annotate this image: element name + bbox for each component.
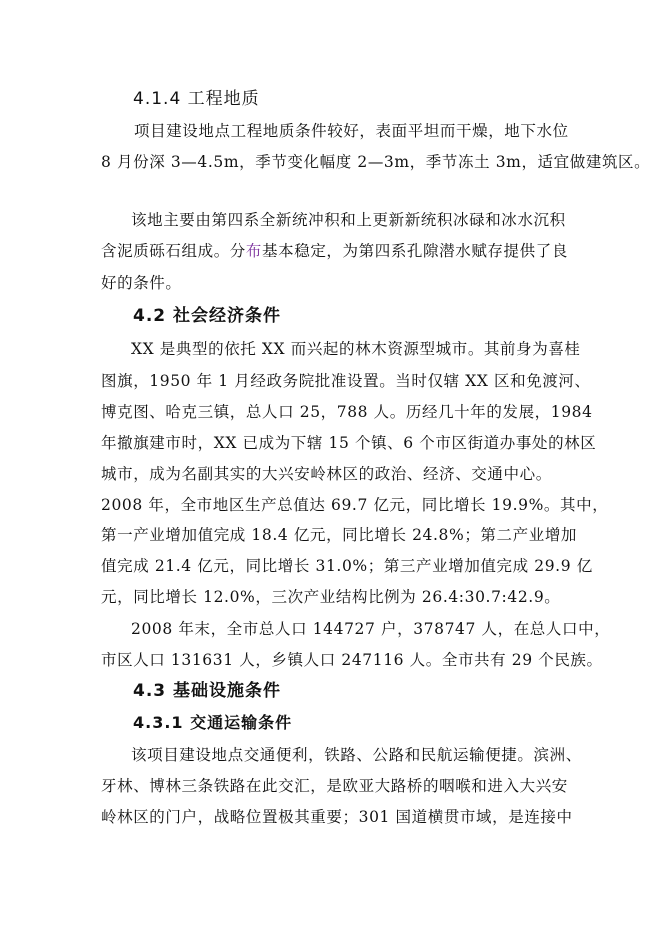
section-heading-4-3-1: 4.3.1 交通运输条件 [133, 713, 293, 732]
paragraph-line: 8 月份深 3—4.5m，季节变化幅度 2—3m，季节冻土 3m，适宜做建筑区。 [101, 153, 651, 171]
paragraph-line: 年撤旗建市时，XX 已成为下辖 15 个镇、6 个市区街道办事处的林区 [101, 434, 597, 452]
paragraph-line: 该项目建设地点交通便利，铁路、公路和民航运输便捷。滨洲、 [131, 746, 582, 764]
paragraph-line [101, 240, 568, 262]
paragraph-line: 值完成 21.4 亿元，同比增长 31.0%；第三产业增加值完成 29.9 亿 [101, 557, 593, 575]
paragraph-line: 2008 年末，全市总人口 144727 户，378747 人，在总人口中， [131, 620, 611, 638]
paragraph-line: 图旗，1950 年 1 月经政务院批准设置。当时仅辖 XX 区和免渡河、 [101, 372, 591, 390]
paragraph-line: 城市，成为名副其实的大兴安岭林区的政治、经济、交通中心。 [101, 465, 552, 483]
section-heading-4-1-4: 4.1.4 工程地质 [133, 89, 260, 109]
paragraph-line: 好的条件。 [101, 274, 182, 292]
paragraph-line: 牙林、博林三条铁路在此交汇，是欧亚大路桥的咽喉和进入大兴安 [101, 777, 568, 795]
paragraph-line: 第一产业增加值完成 18.4 亿元，同比增长 24.8%；第二产业增加 [101, 526, 578, 544]
paragraph-line: 项目建设地点工程地质条件较好，表面平坦而干燥，地下水位 [134, 122, 569, 140]
paragraph-line: XX 是典型的依托 XX 而兴起的林木资源型城市。其前身为喜桂 [131, 340, 581, 358]
highlighted-char: 布 [245, 242, 263, 260]
paragraph-text: 含泥质砾石组成。分 [101, 242, 246, 260]
paragraph-line: 博克图、哈克三镇，总人口 25，788 人。历经几十年的发展，1984 [101, 403, 593, 421]
paragraph-line: 市区人口 131631 人，乡镇人口 247116 人。全市共有 29 个民族。 [101, 651, 603, 669]
paragraph-line: 该地主要由第四系全新统冲积和上更新新统积冰碌和冰水沉积 [131, 211, 566, 229]
paragraph-line: 岭林区的门户，战略位置极其重要；301 国道横贯市域，是连接中 [101, 808, 573, 826]
paragraph-line: 2008 年，全市地区生产总值达 69.7 亿元，同比增长 19.9%。其中， [101, 496, 609, 514]
section-heading-4-2: 4.2 社会经济条件 [133, 306, 282, 326]
paragraph-text: 基本稳定，为第四系孔隙潜水赋存提供了良 [262, 242, 568, 260]
section-heading-4-3: 4.3 基础设施条件 [133, 681, 282, 701]
paragraph-line: 元，同比增长 12.0%，三次产业结构比例为 26.4:30.7:42.9。 [101, 588, 561, 606]
